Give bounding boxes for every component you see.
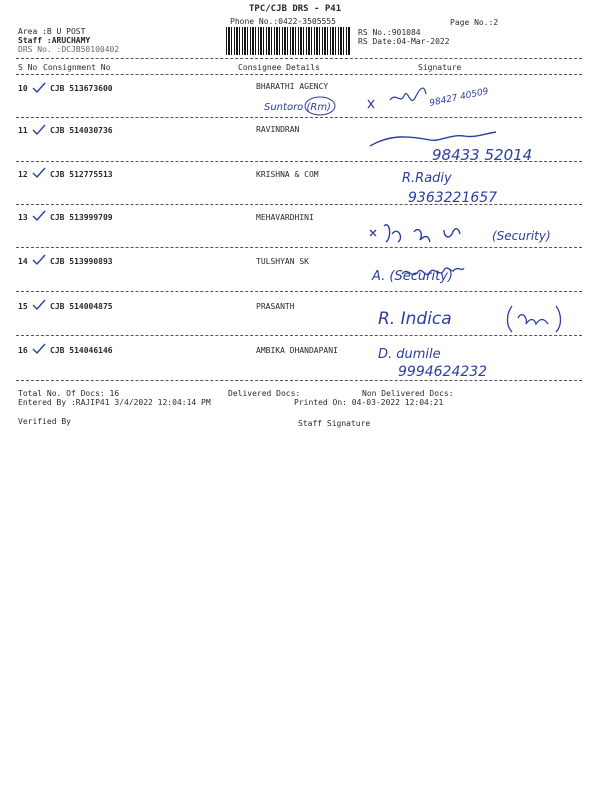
rs-date: RS Date:04-Mar-2022 [358,37,450,46]
printed-on: Printed On: 04-03-2022 12:04:21 [294,398,444,407]
verified-by: Verified By [18,417,71,426]
row-sno: 11 [18,126,28,135]
delivered-docs: Delivered Docs: [228,389,301,398]
non-delivered-docs: Non Delivered Docs: [362,389,454,398]
staff-signature: Staff Signature [298,419,371,428]
row-consignment: CJB 513990893 [50,257,113,266]
row-divider [16,247,582,248]
row-sno: 14 [18,257,28,266]
row-consignee: PRASANTH [256,302,295,311]
row-consignment: CJB 513673600 [50,84,113,93]
signature [372,340,580,382]
table-bottom-divider [16,380,582,381]
row-consignee: RAVINDRAN [256,125,300,134]
column-header-divider [16,74,582,75]
signature-name: R.Radiy [402,171,452,186]
row-consignee: MEHAVARDHINI [256,213,314,222]
row-sno: 12 [18,170,28,179]
row-divider [16,291,582,292]
check-mark-icon [32,299,46,311]
row-consignee: BHARATHI AGENCY [256,82,329,91]
signature-name: D. dumile [378,347,441,362]
row-sno: 16 [18,346,28,355]
signature [376,300,580,338]
signature [390,162,580,210]
row-consignment: CJB 513999709 [50,213,113,222]
signature-phone: 9994624232 [398,364,488,380]
signature-note: (Security) [492,229,551,243]
check-mark-icon [32,82,46,94]
row-consignment: CJB 512775513 [50,170,113,179]
drs-number: DRS No. :DCJB50100402 [18,45,120,54]
report-title: TPC/CJB DRS - P41 [249,4,342,14]
check-mark-icon [32,167,46,179]
row-sno: 10 [18,84,28,93]
row-consignee: AMBIKA DHANDAPANI [256,346,338,355]
row-consignment: CJB 514030736 [50,126,113,135]
col-sno: S No [18,63,38,72]
check-mark-icon [32,124,46,136]
check-mark-icon [32,210,46,222]
rs-number: RS No.:901084 [358,28,421,37]
staff-label: Staff :ARUCHAMY [18,36,91,45]
col-consignee: Consignee Details [238,63,320,72]
row-sno: 15 [18,302,28,311]
phone-number: Phone No.:0422-3505555 [230,17,336,26]
row-divider [16,204,582,205]
total-docs: Total No. Of Docs: 16 [18,389,120,398]
row-sno: 13 [18,213,28,222]
signature-phone: 98433 52014 [432,146,533,164]
check-mark-icon [32,254,46,266]
check-mark-icon [32,343,46,355]
signature-text: Suntoro (Rm) [264,102,331,113]
barcode [226,27,350,55]
signature-name: A. (Security) [372,269,453,284]
area-label: Area :B U POST [18,27,86,36]
page-number: Page No.:2 [450,18,499,27]
signature-name: R. Indica [378,309,452,329]
signature-phone: 9363221657 [408,190,498,206]
row-consignee: KRISHNA & COM [256,170,319,179]
row-consignment: CJB 514004875 [50,302,113,311]
header-divider [16,58,582,59]
col-signature: Signature [418,63,462,72]
signature [368,258,580,292]
row-divider [16,335,582,336]
row-consignment: CJB 514046146 [50,346,113,355]
col-consignment: Consignment No [43,63,111,72]
row-consignee: TULSHYAN SK [256,257,309,266]
entered-by: Entered By :RAJIP41 3/4/2022 12:04:14 PM [18,398,211,407]
signature-phone: 98427 40509 [428,86,490,109]
